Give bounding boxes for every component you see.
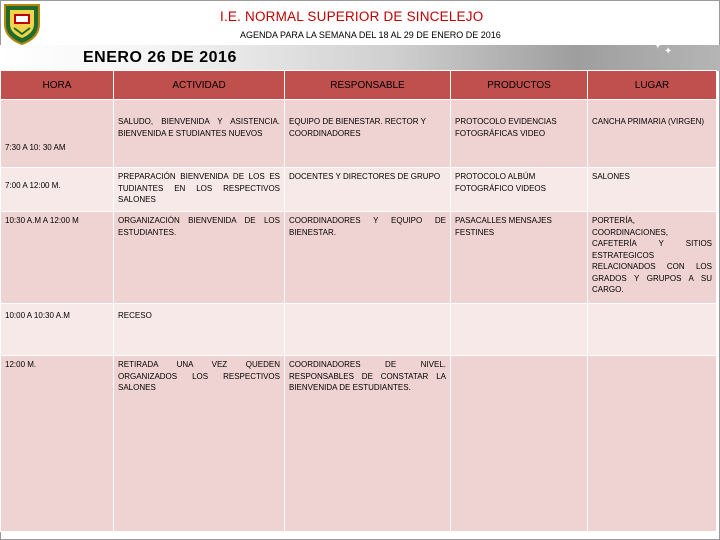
table-header-row [1,71,717,100]
sparkle-icon: ✦ [664,46,673,57]
cell-hora: 10:30 A.M A 12:00 M [1,212,114,304]
cell-hora: 12:00 M. [1,356,114,532]
cell-productos: PROTOCOLO EVIDENCIAS FOTOGRÁFICAS VIDEO [451,100,588,168]
agenda-subtitle: AGENDA PARA LA SEMANA DEL 18 AL 29 DE ENERO DE 2016 [240,30,501,40]
cell-lugar: CANCHA PRIMARIA (VIRGEN) [588,100,717,168]
table-row [1,356,717,532]
cell-actividad: PREPARACIÓN BIENVENIDA DE LOS ES TUDIANTES EN LOS RESPECTIVOS SALONES [114,168,285,212]
column-header-hora: HORA [1,71,114,100]
cell-productos [451,304,588,356]
column-header-responsable: RESPONSABLE [285,71,451,100]
cell-actividad: ORGANIZACIÓN BIENVENIDA DE LOS ESTUDIANTES. [114,212,285,304]
cell-lugar [588,304,717,356]
table-row [1,100,717,168]
column-header-lugar: LUGAR [588,71,717,100]
page-title: I.E. NORMAL SUPERIOR DE SINCELEJO [220,9,484,24]
cell-productos: PASACALLES MENSAJES FESTINES [451,212,588,304]
agenda-table [0,70,717,532]
cell-actividad: RETIRADA UNA VEZ QUEDEN ORGANIZADOS LOS RESPECTIVOS SALONES [114,356,285,532]
cell-lugar: PORTERÍA, COORDINACIONES, CAFETERÍA Y SITIOS ESTRATEGICOS RELACIONADOS CON LOS GRADOS Y GRUPOS A SU CARGO. [588,212,717,304]
cell-responsable: DOCENTES Y DIRECTORES DE GRUPO [285,168,451,212]
cell-hora: 10:00 A 10:30 A.M [1,304,114,356]
cell-actividad: SALUDO, BIENVENIDA Y ASISTENCIA. BIENVENIDA E STUDIANTES NUEVOS [114,100,285,168]
cell-productos: PROTOCOLO ALBÚM FOTOGRÁFICO VIDEOS [451,168,588,212]
cell-hora: 7:30 A 10: 30 AM [1,100,114,168]
sparkle-icon: ✦ [652,36,664,52]
cell-responsable [285,304,451,356]
agenda-date: ENERO 26 DE 2016 [83,49,237,66]
table-row [1,168,717,212]
cell-responsable: EQUIPO DE BIENESTAR. RECTOR Y COORDINADORES [285,100,451,168]
cell-hora: 7:00 A 12:00 M. [1,168,114,212]
table-row [1,212,717,304]
cell-responsable: COORDINADORES DE NIVEL. RESPONSABLES DE CONSTATAR LA BIENVENIDA DE ESTUDIANTES. [285,356,451,532]
table-row [1,304,717,356]
cell-actividad: RECESO [114,304,285,356]
column-header-productos: PRODUCTOS [451,71,588,100]
cell-productos [451,356,588,532]
cell-responsable: COORDINADORES Y EQUIPO DE BIENESTAR. [285,212,451,304]
cell-lugar [588,356,717,532]
school-shield-icon [2,2,42,46]
column-header-actividad: ACTIVIDAD [114,71,285,100]
cell-lugar: SALONES [588,168,717,212]
